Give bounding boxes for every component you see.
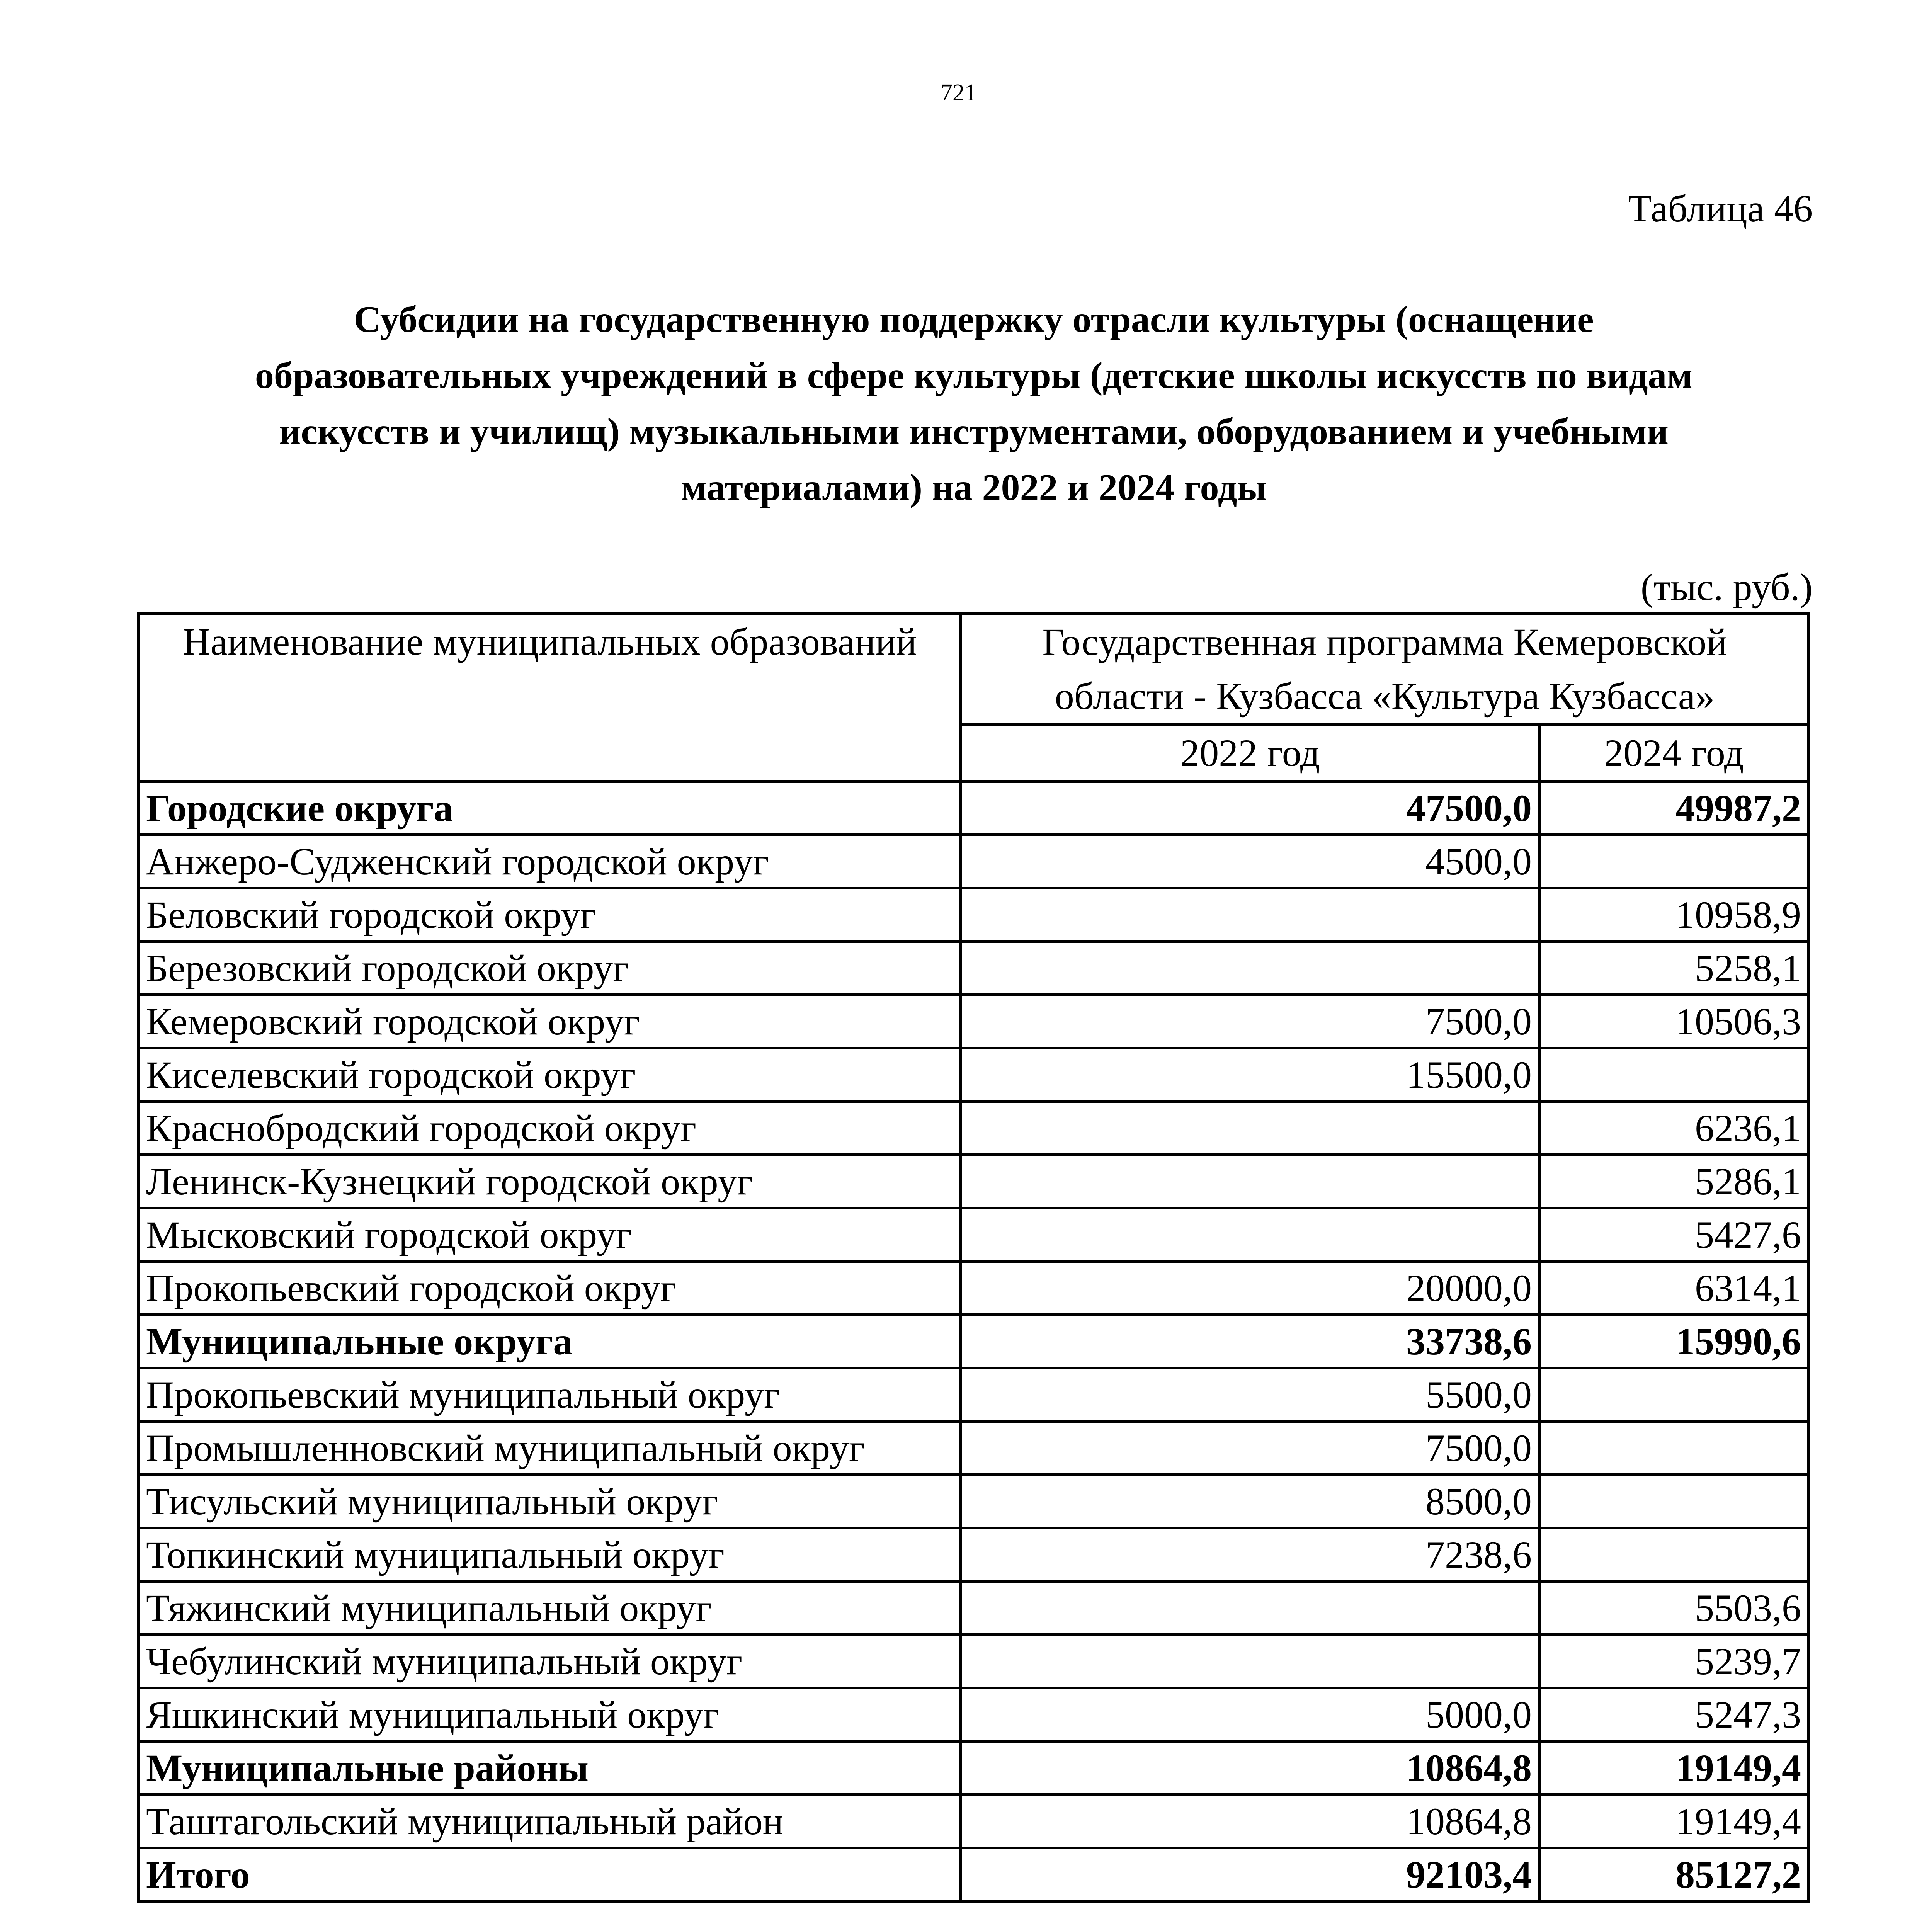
table-row bbox=[139, 1048, 1809, 1102]
municipality-name-cell: Муниципальные округа bbox=[139, 1315, 961, 1368]
value-2024-cell: 5258,1 bbox=[1539, 942, 1809, 995]
municipality-name-cell: Яшкинский муниципальный округ bbox=[139, 1688, 961, 1742]
municipality-name-cell: Беловский городской округ bbox=[139, 888, 961, 942]
municipality-name-cell: Таштагольский муниципальный район bbox=[139, 1795, 961, 1848]
value-2024-cell: 19149,4 bbox=[1539, 1795, 1809, 1848]
table-label: Таблица 46 bbox=[1628, 187, 1813, 230]
table-row bbox=[139, 1688, 1809, 1742]
value-2022-cell: 33738,6 bbox=[961, 1315, 1539, 1368]
value-2024-cell: 6314,1 bbox=[1539, 1262, 1809, 1315]
municipality-name-cell: Прокопьевский городской округ bbox=[139, 1262, 961, 1315]
table-subtotal-row bbox=[139, 782, 1809, 835]
value-2022-cell bbox=[961, 1582, 1539, 1635]
value-2022-cell bbox=[961, 1102, 1539, 1155]
value-2024-cell: 5239,7 bbox=[1539, 1635, 1809, 1688]
value-2022-cell: 8500,0 bbox=[961, 1475, 1539, 1528]
municipality-name-cell: Городские округа bbox=[139, 782, 961, 835]
document-title bbox=[162, 292, 1785, 516]
column-header-program: Государственная программа Кемеровской области - Кузбасса «Культура Кузбасса» bbox=[961, 614, 1809, 725]
value-2024-cell: 19149,4 bbox=[1539, 1742, 1809, 1795]
municipality-name-cell: Ленинск-Кузнецкий городской округ bbox=[139, 1155, 961, 1208]
value-2024-cell bbox=[1539, 1528, 1809, 1582]
value-2022-cell: 7500,0 bbox=[961, 1422, 1539, 1475]
municipality-name-cell: Итого bbox=[139, 1848, 961, 1901]
municipality-name-cell: Киселевский городской округ bbox=[139, 1048, 961, 1102]
value-2024-cell: 49987,2 bbox=[1539, 782, 1809, 835]
table-row bbox=[139, 1208, 1809, 1262]
value-2024-cell: 5427,6 bbox=[1539, 1208, 1809, 1262]
value-2022-cell bbox=[961, 1208, 1539, 1262]
municipality-name-cell: Тисульский муниципальный округ bbox=[139, 1475, 961, 1528]
value-2024-cell: 10958,9 bbox=[1539, 888, 1809, 942]
table-row bbox=[139, 1155, 1809, 1208]
municipality-name-cell: Муниципальные районы bbox=[139, 1742, 961, 1795]
subsidy-table bbox=[137, 612, 1810, 1903]
table-subtotal-row bbox=[139, 1848, 1809, 1901]
value-2024-cell bbox=[1539, 1048, 1809, 1102]
table-row bbox=[139, 1102, 1809, 1155]
municipality-name-cell: Тяжинский муниципальный округ bbox=[139, 1582, 961, 1635]
municipality-name-cell: Мысковский городской округ bbox=[139, 1208, 961, 1262]
value-2022-cell: 47500,0 bbox=[961, 782, 1539, 835]
value-2022-cell: 7500,0 bbox=[961, 995, 1539, 1048]
table-body bbox=[139, 614, 1809, 1901]
table-row bbox=[139, 1368, 1809, 1422]
municipality-name-cell: Прокопьевский муниципальный округ bbox=[139, 1368, 961, 1422]
column-header-2024: 2024 год bbox=[1539, 725, 1809, 782]
table-row bbox=[139, 1262, 1809, 1315]
units-label: (тыс. руб.) bbox=[1640, 566, 1813, 609]
table-subtotal-row bbox=[139, 1742, 1809, 1795]
value-2022-cell: 10864,8 bbox=[961, 1795, 1539, 1848]
page-number: 721 bbox=[941, 80, 976, 106]
table-row bbox=[139, 888, 1809, 942]
header-row bbox=[139, 614, 1809, 725]
table-row bbox=[139, 1582, 1809, 1635]
value-2022-cell: 7238,6 bbox=[961, 1528, 1539, 1582]
title-line: искусств и училищ) музыкальными инструментами, оборудованием и учебными bbox=[279, 411, 1669, 452]
municipality-name-cell: Топкинский муниципальный округ bbox=[139, 1528, 961, 1582]
value-2022-cell bbox=[961, 942, 1539, 995]
value-2024-cell: 10506,3 bbox=[1539, 995, 1809, 1048]
table-row bbox=[139, 995, 1809, 1048]
value-2022-cell: 15500,0 bbox=[961, 1048, 1539, 1102]
value-2024-cell: 5286,1 bbox=[1539, 1155, 1809, 1208]
municipality-name-cell: Кемеровский городской округ bbox=[139, 995, 961, 1048]
table-row bbox=[139, 1635, 1809, 1688]
municipality-name-cell: Чебулинский муниципальный округ bbox=[139, 1635, 961, 1688]
value-2024-cell: 15990,6 bbox=[1539, 1315, 1809, 1368]
value-2022-cell bbox=[961, 1155, 1539, 1208]
value-2024-cell bbox=[1539, 1475, 1809, 1528]
table-row bbox=[139, 942, 1809, 995]
municipality-name-cell: Промышленновский муниципальный округ bbox=[139, 1422, 961, 1475]
table-row bbox=[139, 1475, 1809, 1528]
value-2022-cell: 4500,0 bbox=[961, 835, 1539, 888]
table-row bbox=[139, 835, 1809, 888]
table-row bbox=[139, 1528, 1809, 1582]
value-2024-cell bbox=[1539, 1422, 1809, 1475]
table-row bbox=[139, 1422, 1809, 1475]
title-line: Субсидии на государственную поддержку отрасли культуры (оснащение bbox=[354, 299, 1594, 340]
value-2024-cell: 5247,3 bbox=[1539, 1688, 1809, 1742]
municipality-name-cell: Березовский городской округ bbox=[139, 942, 961, 995]
column-header-name: Наименование муниципальных образований bbox=[139, 614, 961, 782]
value-2022-cell: 20000,0 bbox=[961, 1262, 1539, 1315]
value-2022-cell: 5000,0 bbox=[961, 1688, 1539, 1742]
title-line: материалами) на 2022 и 2024 годы bbox=[681, 467, 1267, 509]
value-2022-cell: 92103,4 bbox=[961, 1848, 1539, 1901]
value-2024-cell: 85127,2 bbox=[1539, 1848, 1809, 1901]
value-2024-cell bbox=[1539, 835, 1809, 888]
value-2024-cell: 5503,6 bbox=[1539, 1582, 1809, 1635]
column-header-2022: 2022 год bbox=[961, 725, 1539, 782]
value-2024-cell bbox=[1539, 1368, 1809, 1422]
table-row bbox=[139, 1795, 1809, 1848]
value-2022-cell: 10864,8 bbox=[961, 1742, 1539, 1795]
value-2022-cell bbox=[961, 888, 1539, 942]
municipality-name-cell: Анжеро-Судженский городской округ bbox=[139, 835, 961, 888]
value-2022-cell bbox=[961, 1635, 1539, 1688]
title-line: образовательных учреждений в сфере культуры (детские школы искусств по видам bbox=[255, 355, 1693, 396]
table-subtotal-row bbox=[139, 1315, 1809, 1368]
municipality-name-cell: Краснобродский городской округ bbox=[139, 1102, 961, 1155]
value-2024-cell: 6236,1 bbox=[1539, 1102, 1809, 1155]
value-2022-cell: 5500,0 bbox=[961, 1368, 1539, 1422]
